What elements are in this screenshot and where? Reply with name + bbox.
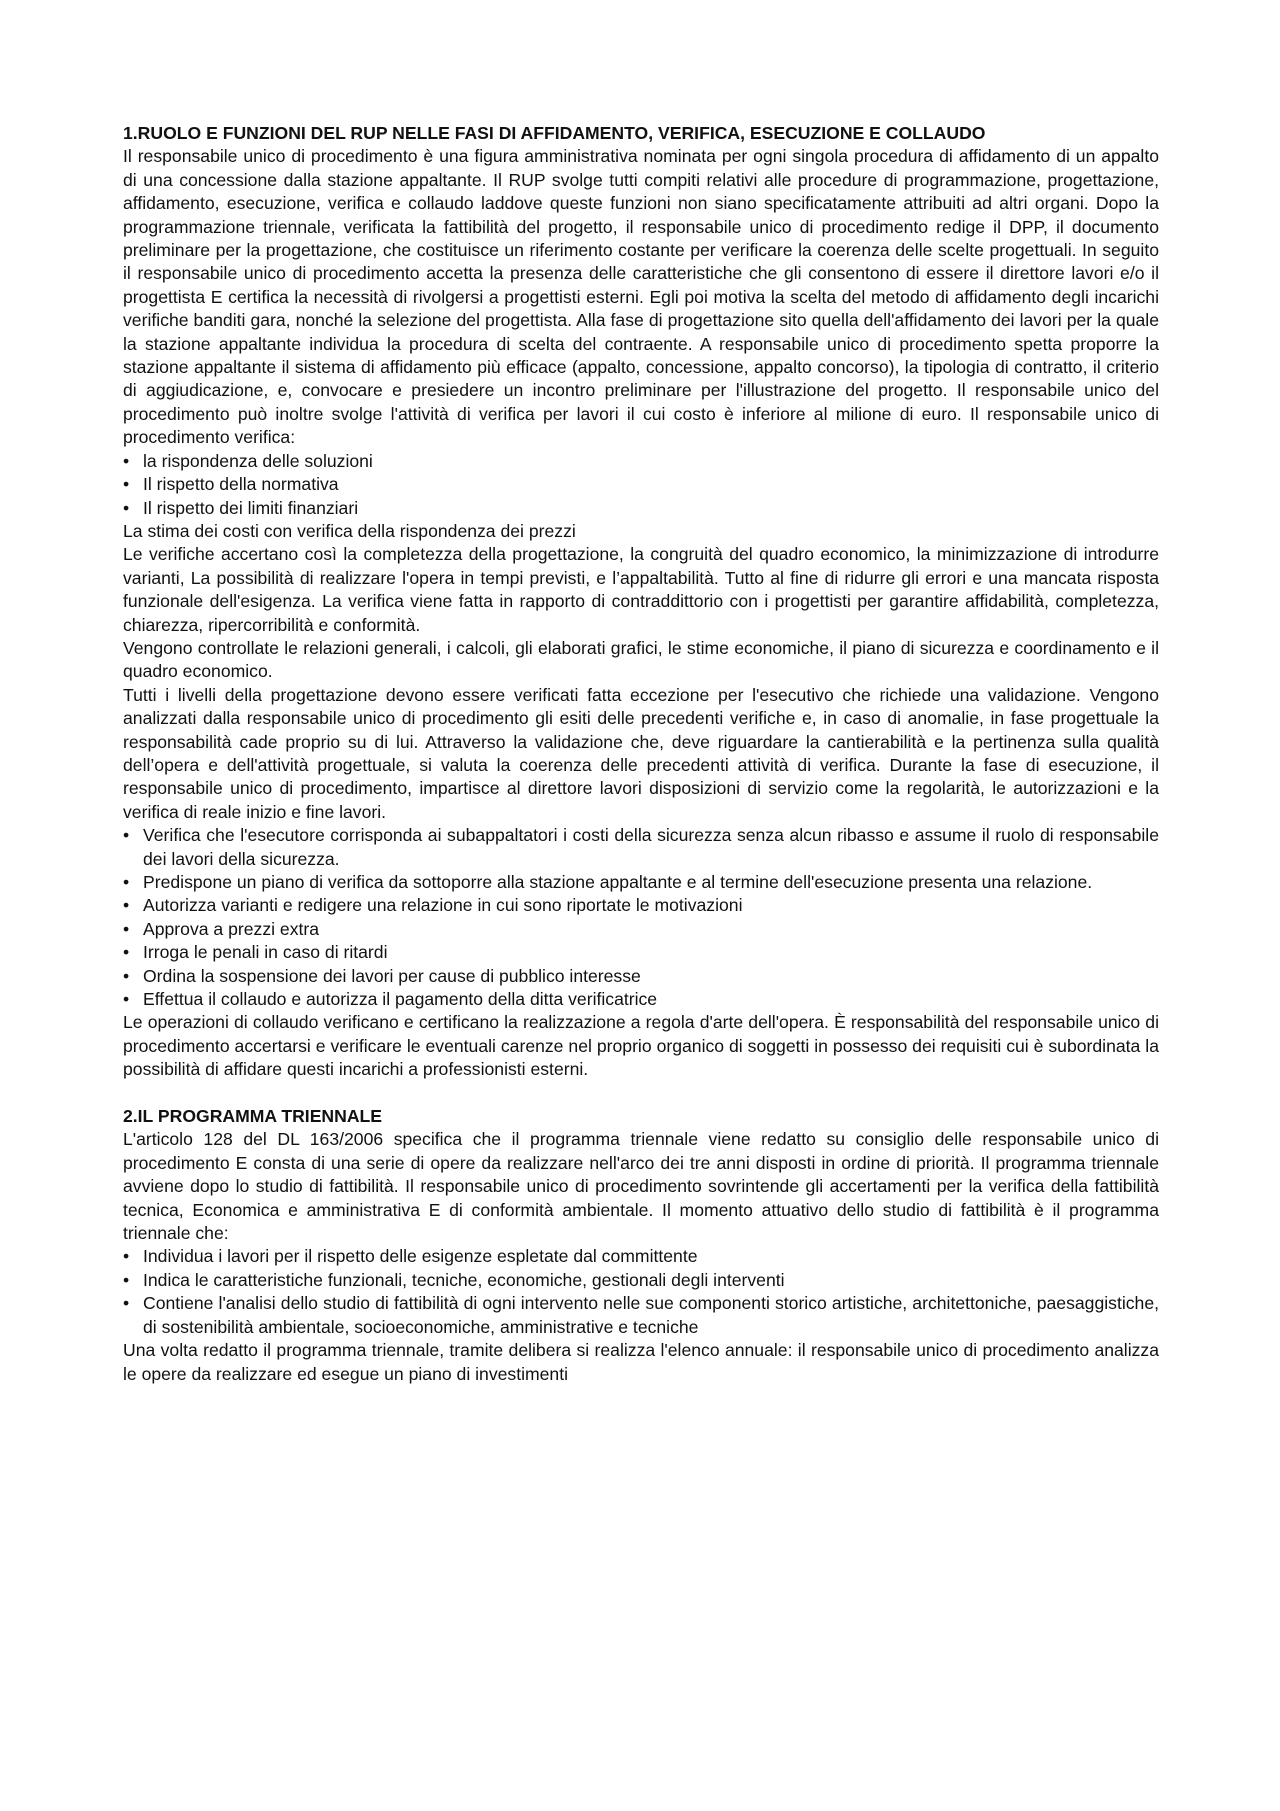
section-heading: 1.RUOLO E FUNZIONI DEL RUP NELLE FASI DI AFFIDAMENTO, VERIFICA, ESECUZIONE E COLLAUDO [123, 123, 986, 143]
bullet-icon: • [123, 895, 130, 916]
bullet-icon: • [123, 965, 130, 986]
list-item [123, 894, 1159, 917]
bullet-list [123, 1245, 1159, 1339]
section-rup [123, 122, 1159, 1082]
bullet-list [123, 450, 1159, 520]
bullet-icon: • [123, 474, 130, 495]
paragraph: La stima dei costi con verifica della rispondenza dei prezzi [123, 520, 576, 541]
list-item-text: Il rispetto dei limiti finanziari [143, 497, 359, 518]
list-item [123, 824, 1159, 871]
list-item [123, 918, 1159, 941]
bullet-icon: • [123, 1269, 130, 1290]
section-programma-triennale [123, 1105, 1159, 1386]
bullet-icon: • [123, 942, 130, 963]
bullet-icon: • [123, 918, 130, 939]
section-heading: 2.IL PROGRAMMA TRIENNALE [123, 1106, 383, 1127]
paragraph: Le verifiche accertano così la completezza della progettazione, la congruità del quadro economico, la minimizzazione di introdurre varianti, La possibilità di realizzare l'opera in tempi previsti, e l’appaltabilità. Tutto al fine di ridurre gli errori e una mancata risposta funzionale dell'esigenza. La verifica viene fatta in rapporto di contraddittorio con i progettisti per garantire affidabilità, completezza, chiarezza, ripercorribilità e conformità. [123, 544, 1159, 635]
bullet-icon: • [123, 989, 130, 1010]
list-item-text: Verifica che l'esecutore corrisponda ai subappaltatori i costi della sicurezza senza alcun ribasso e assume il ruolo di responsabile dei lavori della sicurezza. [143, 825, 1159, 869]
list-item [123, 1269, 1159, 1292]
list-item [123, 988, 1159, 1011]
paragraph: Le operazioni di collaudo verificano e certificano la realizzazione a regola d'arte dell'opera. È responsabilità del responsabile unico di procedimento accertarsi e verificare le eventuali carenze nel proprio organico di soggetti in possesso dei requisiti cui è subordinata la possibilità di affidare questi incarichi a professionisti esterni. [123, 1012, 1159, 1080]
paragraph: L'articolo 128 del DL 163/2006 specifica che il programma triennale viene redatto su consiglio delle responsabile unico di procedimento E consta di una serie di opere da realizzare nell'arco dei tre anni disposti in ordine di priorità. Il programma triennale avviene dopo lo studio di fattibilità. Il responsabile unico di procedimento sovrintende gli accertamenti per la verifica della fattibilità tecnica, Economica e amministrativa E di conformità ambientale. Il momento attuativo dello studio di fattibilità è il programma triennale che: [123, 1129, 1159, 1244]
list-item-text: Indica le caratteristiche funzionali, tecniche, economiche, gestionali degli interventi [143, 1269, 785, 1290]
list-item-text: la rispondenza delle soluzioni [143, 450, 373, 471]
list-item-text: Il rispetto della normativa [143, 474, 339, 495]
list-item [123, 1292, 1159, 1339]
paragraph: Il responsabile unico di procedimento è una figura amministrativa nominata per ogni singola procedura di affidamento di un appalto di una concessione dalla stazione appaltante. Il RUP svolge tutti compiti relativi alle procedure di programmazione, progettazione, affidamento, esecuzione, verifica e collaudo laddove queste funzioni non siano specificatamente attribuiti ad altri organi. Dopo la programmazione triennale, verificata la fattibilità del progetto, il responsabile unico di procedimento redige il DPP, il documento preliminare per la progettazione, che costituisce un riferimento costante per verificare la coerenza delle scelte progettuali. In seguito il responsabile unico di procedimento accetta la presenza delle caratteristiche che gli consentono di essere il direttore lavori e/o il progettista E certifica la necessità di rivolgersi a progettisti esterni. Egli poi motiva la scelta del metodo di affidamento degli incarichi verifiche banditi gara, nonché la selezione del progettista. Alla fase di progettazione sito quella dell'affidamento dei lavori per la quale la stazione appaltante individua la procedura di scelta del contraente. A responsabile unico di procedimento spetta proporre la stazione appaltante il sistema di affidamento più efficace (appalto, concessione, appalto concorso), la tipologia di contratto, il criterio di aggiudicazione, e, convocare e presiedere un incontro preliminare per l'illustrazione del progetto. Il responsabile unico del procedimento può inoltre svolge l'attività di verifica per lavori il cui costo è inferiore al milione di euro. Il responsabile unico di procedimento verifica: [123, 146, 1159, 448]
list-item-text: Approva a prezzi extra [143, 918, 320, 939]
bullet-icon: • [123, 825, 130, 846]
list-item [123, 450, 1159, 473]
list-item-text: Autorizza varianti e redigere una relazione in cui sono riportate le motivazioni [143, 895, 743, 916]
list-item [123, 871, 1159, 894]
list-item-text: Effettua il collaudo e autorizza il pagamento della ditta verificatrice [143, 989, 658, 1010]
list-item [123, 941, 1159, 964]
bullet-icon: • [123, 872, 130, 892]
bullet-icon: • [123, 450, 130, 471]
list-item-text: Predispone un piano di verifica da sottoporre alla stazione appaltante e al termine dell'esecuzione presenta una relazione. [143, 872, 1093, 892]
list-item-text: Individua i lavori per il rispetto delle esigenze espletate dal committente [143, 1246, 698, 1267]
document-page [123, 122, 1159, 1386]
list-item-text: Contiene l'analisi dello studio di fattibilità di ogni intervento nelle sue componenti storico artistiche, architettoniche, paesaggistiche, di sostenibilità ambientale, socioeconomiche, amministrative e tecniche [143, 1293, 1159, 1337]
list-item [123, 965, 1159, 988]
paragraph: Tutti i livelli della progettazione devono essere verificati fatta eccezione per l'esecutivo che richiede una validazione. Vengono analizzati dalla responsabile unico di procedimento gli esiti delle precedenti verifiche e, in caso di anomalie, in fase progettuale la responsabilità cade proprio su di lui. Attraverso la validazione che, deve riguardare la cantierabilità e la pertinenza sulla qualità dell’opera e dell'attività progettuale, si valuta la coerenza delle precedenti attività di verifica. Durante la fase di esecuzione, il responsabile unico di procedimento, impartisce al direttore lavori disposizioni di servizio come la regolarità, le autorizzazioni e la verifica di reale inizio e fine lavori. [123, 684, 1159, 822]
bullet-icon: • [123, 497, 130, 518]
bullet-icon: • [123, 1246, 130, 1267]
list-item [123, 497, 1159, 520]
list-item-text: Ordina la sospensione dei lavori per cause di pubblico interesse [143, 965, 641, 986]
list-item-text: Irroga le penali in caso di ritardi [143, 942, 388, 963]
list-item [123, 473, 1159, 496]
paragraph: Vengono controllate le relazioni generali, i calcoli, gli elaborati grafici, le stime economiche, il piano di sicurezza e coordinamento e il quadro economico. [123, 637, 1159, 682]
bullet-list [123, 824, 1159, 1011]
bullet-icon: • [123, 1293, 130, 1314]
paragraph: Una volta redatto il programma triennale, tramite delibera si realizza l'elenco annuale: il responsabile unico di procedimento analizza le opere da realizzare ed esegue un piano di investimenti [123, 1340, 1159, 1384]
list-item [123, 1245, 1159, 1268]
